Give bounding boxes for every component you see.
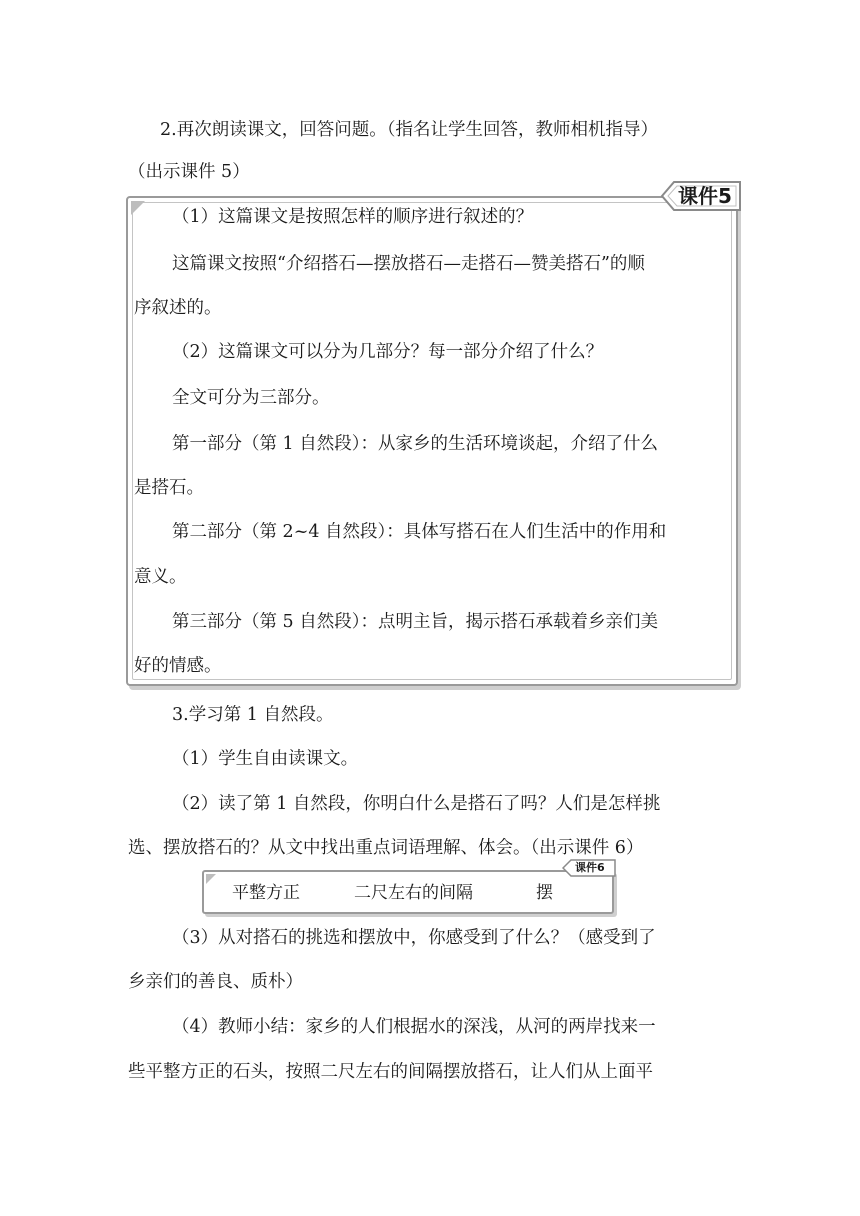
slide-line: 这篇课文按照“介绍搭石—摆放搭石—走搭石—赞美搭石”的顺 [172,254,645,274]
paragraph-line: （2）读了第 1 自然段，你明白什么是搭石了吗？人们是怎样挑 [172,794,661,814]
slide-line: 第一部分（第 1 自然段）：从家乡的生活环境谈起，介绍了什么 [172,434,659,454]
slide-line: （2）这篇课文可以分为几部分？每一部分介绍了什么？ [172,342,604,362]
slide-6-tag [562,859,616,877]
keyword: 二尺左右的间隔 [354,883,473,903]
corner-fold-icon [206,874,216,884]
section-heading: 3.学习第 1 自然段。 [172,705,334,725]
paragraph-line: 乡亲们的善良、质朴） [128,972,303,992]
paragraph-line: （出示课件 5） [128,162,250,182]
keyword: 平整方正 [232,883,300,903]
slide-line: 第二部分（第 2~4 自然段）：具体写搭石在人们生活中的作用和 [172,522,667,542]
slide-6-label: 课件6 [575,861,605,874]
slide-line: （1）这篇课文是按照怎样的顺序进行叙述的？ [172,207,534,227]
slide-line: 全文可分为三部分。 [172,388,330,408]
slide-line: 意义。 [134,567,187,587]
slide-line: 好的情感。 [134,656,222,676]
corner-fold-icon [131,201,145,215]
paragraph-line: 选、摆放搭石的？从文中找出重点词语理解、体会。（出示课件 6） [128,838,644,858]
slide-5-label: 课件5 [678,184,732,208]
paragraph-line: （3）从对搭石的挑选和摆放中，你感受到了什么？（感受到了 [172,928,656,948]
paragraph-line: （4）教师小结：家乡的人们根据水的深浅，从河的两岸找来一 [172,1017,656,1037]
slide-line: 第三部分（第 5 自然段）：点明主旨，揭示搭石承载着乡亲们美 [172,612,659,632]
paragraph-line: 2.再次朗读课文，回答问题。（指名让学生回答，教师相机指导） [160,120,658,140]
paragraph-line: （1）学生自由读课文。 [172,749,359,769]
slide-line: 序叙述的。 [134,298,222,318]
slide-5-tag [660,180,742,212]
keyword: 摆 [536,883,553,903]
slide-line: 是搭石。 [134,478,204,498]
paragraph-line: 些平整方正的石头，按照二尺左右的间隔摆放搭石，让人们从上面平 [128,1062,653,1082]
